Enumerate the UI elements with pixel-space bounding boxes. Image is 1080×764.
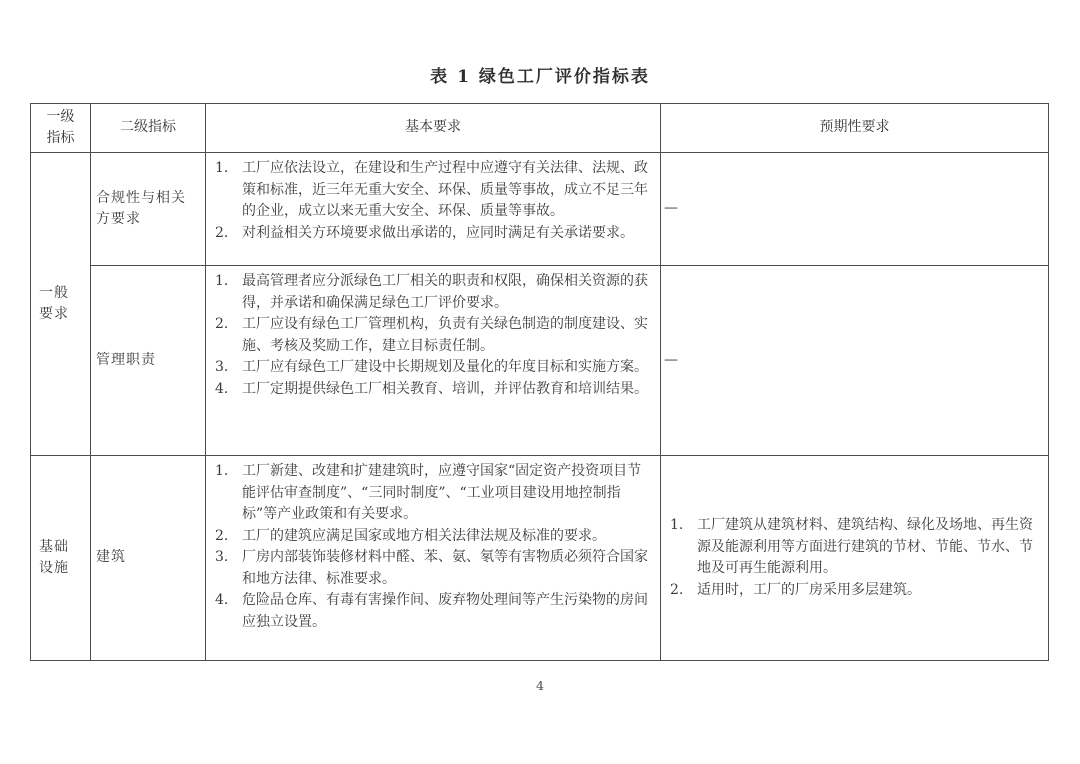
requirement-item: 对利益相关方环境要求做出承诺的，应同时满足有关承诺要求。 xyxy=(242,224,634,241)
green-factory-evaluation-table xyxy=(30,103,1049,661)
expected-requirements-cell-building xyxy=(661,456,1049,661)
col-header-level1-indicator: 一级指标 xyxy=(31,104,91,153)
requirement-item: 工厂新建、改建和扩建建筑时，应遵守国家“固定资产投资项目节能评估审查制度”、“三同时制度”、“工业项目建设用地控制指标”等产业政策和有关要求。 xyxy=(242,463,642,522)
requirement-list xyxy=(207,154,659,248)
requirement-item: 最高管理者应分派绿色工厂相关的职责和权限，确保相关资源的获得，并承诺和确保满足绿色工厂评价要求。 xyxy=(242,273,648,311)
expected-requirements-cell-dash: — xyxy=(661,266,1049,456)
col-header-expected-requirements: 预期性要求 xyxy=(661,104,1049,153)
requirement-list xyxy=(207,267,659,404)
basic-requirements-cell-management xyxy=(206,266,661,456)
level1-cell-general-requirements: 一般要求 xyxy=(31,153,91,456)
requirement-item: 工厂应依法设立，在建设和生产过程中应遵守有关法律、法规、政策和标准，近三年无重大安全、环保、质量等事故，成立不足三年的企业，成立以来无重大安全、环保、质量等事故。 xyxy=(242,160,648,219)
level2-cell-management-duty: 管理职责 xyxy=(91,266,206,456)
level1-cell-infrastructure: 基础设施 xyxy=(31,456,91,661)
col-header-basic-requirements: 基本要求 xyxy=(206,104,661,153)
requirement-item: 厂房内部装饰装修材料中醛、苯、氨、氡等有害物质必须符合国家和地方法律、标准要求。 xyxy=(242,549,648,587)
expected-requirements-cell-dash: — xyxy=(661,153,1049,266)
table-row-management xyxy=(31,266,1049,456)
requirement-item: 危险品仓库、有毒有害操作间、废弃物处理间等产生污染物的房间应独立设置。 xyxy=(242,592,648,630)
level2-cell-building: 建筑 xyxy=(91,456,206,661)
requirement-item: 工厂的建筑应满足国家或地方相关法律法规及标准的要求。 xyxy=(242,527,606,544)
requirement-item: 适用时，工厂的厂房采用多层建筑。 xyxy=(697,581,921,598)
requirement-list xyxy=(207,457,659,637)
table-title: 表 1 绿色工厂评价指标表 xyxy=(430,67,650,87)
basic-requirements-cell-compliance xyxy=(206,153,661,266)
requirement-list xyxy=(662,511,1047,605)
table-header-row xyxy=(31,104,1049,153)
table-row-building xyxy=(31,456,1049,661)
basic-requirements-cell-building xyxy=(206,456,661,661)
requirement-item: 工厂建筑从建筑材料、建筑结构、绿化及场地、再生资源及能源利用等方面进行建筑的节材、节能、节水、节地及可再生能源利用。 xyxy=(697,517,1033,576)
col-header-level2-indicator: 二级指标 xyxy=(91,104,206,153)
table-row-compliance xyxy=(31,153,1049,266)
requirement-item: 工厂应有绿色工厂建设中长期规划及量化的年度目标和实施方案。 xyxy=(242,359,648,375)
requirement-item: 工厂定期提供绿色工厂相关教育、培训，并评估教育和培训结果。 xyxy=(242,380,648,397)
level2-cell-compliance: 合规性与相关方要求 xyxy=(91,153,206,266)
requirement-item: 工厂应设有绿色工厂管理机构，负责有关绿色制造的制度建设、实施、考核及奖励工作，建立目标责任制。 xyxy=(242,316,648,354)
page-number: 4 xyxy=(536,678,544,693)
